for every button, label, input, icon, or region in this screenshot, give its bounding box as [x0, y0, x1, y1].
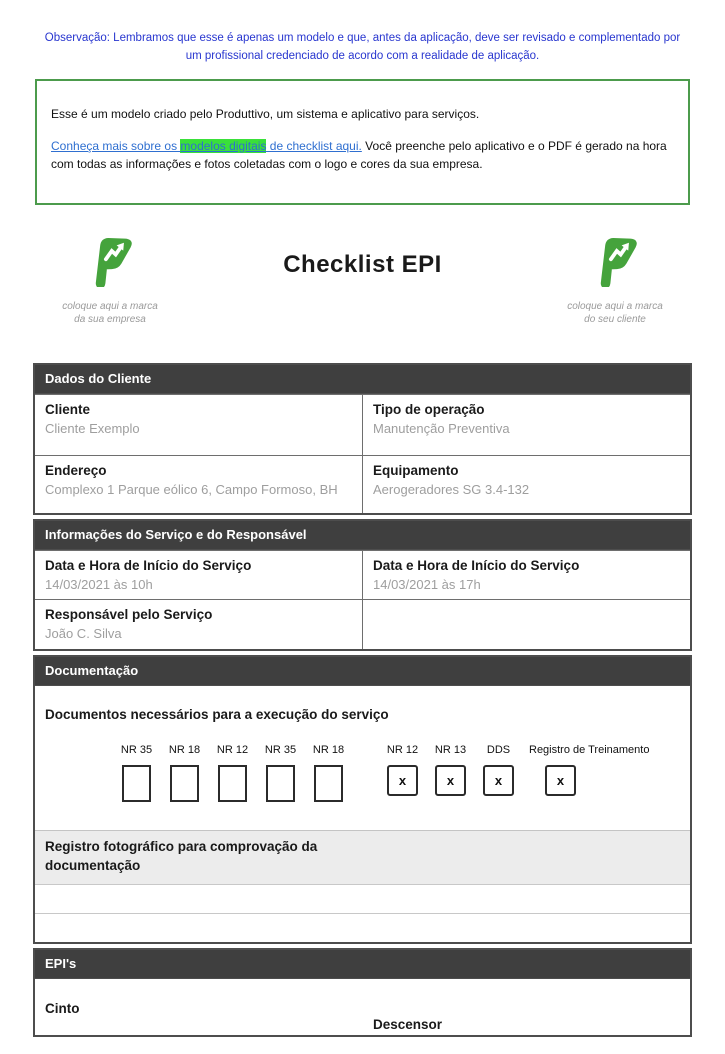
epi-items-row — [35, 979, 690, 1035]
link-text-after[interactable]: de checklist aqui. — [266, 138, 362, 153]
checkbox-area — [119, 744, 680, 802]
field-data-inicio — [35, 551, 362, 600]
checklist-models-link[interactable] — [51, 139, 362, 153]
checkbox-label: Registro de Treinamento — [529, 744, 650, 757]
checkbox-label: NR 35 — [264, 744, 297, 757]
client-logo-placeholder — [540, 235, 690, 327]
field-label: Endereço — [45, 462, 107, 478]
field-value: Complexo 1 Parque eólico 6, Campo Formoso, BH — [45, 481, 338, 497]
field-value: João C. Silva — [45, 626, 122, 642]
field-responsavel — [35, 600, 362, 649]
photo-placeholder-row — [35, 913, 690, 942]
checkbox-group-unchecked — [119, 744, 359, 802]
checkbox-label: NR 12 — [386, 744, 419, 757]
field-tipo-de-operacao — [362, 395, 690, 455]
section-header: EPI's — [35, 950, 690, 979]
section-documentacao — [33, 655, 692, 944]
link-text-before[interactable]: Conheça mais sobre os — [51, 138, 181, 153]
field-label: Data e Hora de Início do Serviço — [373, 557, 580, 573]
company-logo-caption — [35, 300, 185, 327]
section-header: Informações do Serviço e do Responsável — [35, 521, 690, 550]
question-label: Documentos necessários para a execução do serviço — [45, 707, 389, 723]
caption-line: do seu cliente — [584, 314, 646, 326]
checkbox-checked[interactable]: x — [387, 765, 418, 796]
branding-row — [0, 235, 725, 327]
caption-line: coloque aqui a marca — [567, 300, 663, 312]
checkbox-label: NR 35 — [120, 744, 153, 757]
photo-placeholder-row — [35, 884, 690, 913]
checkbox-item — [481, 744, 516, 802]
form-tables — [33, 363, 692, 1037]
table-row — [35, 550, 690, 600]
intro-rest: Você preenche pelo aplicativo e o PDF é gerado na hora com todas as informações e fotos coletadas com o logo e cores da sua empresa. — [51, 138, 667, 171]
checkbox-item — [167, 744, 202, 802]
field-value: Manutenção Preventiva — [373, 420, 510, 436]
checkbox-unchecked[interactable] — [122, 765, 151, 802]
epi-item-cinto: Cinto — [45, 1000, 80, 1016]
checkbox-label: DDS — [486, 744, 511, 757]
checkbox-item — [119, 744, 154, 802]
produttivo-logo-icon — [86, 235, 134, 287]
produttivo-logo-icon — [591, 235, 639, 287]
table-row — [35, 455, 690, 513]
checkbox-item — [311, 744, 346, 802]
checkbox-group-checked — [385, 744, 649, 802]
checkbox-label: NR 18 — [168, 744, 201, 757]
checkbox-label: NR 18 — [312, 744, 345, 757]
section-header: Dados do Cliente — [35, 365, 690, 394]
field-cliente — [35, 395, 362, 455]
field-value: Aerogeradores SG 3.4-132 — [373, 481, 530, 497]
section-dados-do-cliente — [33, 363, 692, 515]
field-value: 14/03/2021 às 10h — [45, 576, 153, 592]
documentos-question-block — [35, 686, 690, 830]
checkbox-unchecked[interactable] — [170, 765, 199, 802]
photo-evidence-row — [35, 830, 690, 883]
company-logo-placeholder — [35, 235, 185, 327]
epi-item-descensor: Descensor — [373, 1016, 443, 1032]
section-informacoes-servico — [33, 519, 692, 652]
field-data-fim — [362, 551, 690, 600]
empty-cell — [362, 600, 690, 649]
field-value: Cliente Exemplo — [45, 420, 140, 436]
caption-line: coloque aqui a marca — [62, 300, 158, 312]
produttivo-intro-box — [35, 79, 690, 205]
checkbox-unchecked[interactable] — [314, 765, 343, 802]
checkbox-item — [529, 744, 649, 802]
checkbox-unchecked[interactable] — [218, 765, 247, 802]
field-label: Equipamento — [373, 462, 459, 478]
section-epis — [33, 948, 692, 1037]
field-label: Tipo de operação — [373, 401, 485, 417]
field-endereco — [35, 456, 362, 513]
checkbox-item — [433, 744, 468, 802]
template-notice: Observação: Lembramos que esse é apenas um modelo e que, antes da aplicação, deve ser revisado e complementado por um profissional credenciado de acordo com a realidade de aplicação. — [44, 32, 681, 62]
field-value: 14/03/2021 às 17h — [373, 576, 481, 592]
page-title: Checklist EPI — [283, 250, 442, 278]
photo-evidence-label: Registro fotográfico para comprovação da documentação — [45, 839, 318, 873]
checkbox-checked[interactable]: x — [545, 765, 576, 796]
checkbox-label: NR 13 — [434, 744, 467, 757]
field-label: Data e Hora de Início do Serviço — [45, 557, 252, 573]
field-label: Cliente — [45, 401, 91, 417]
table-row — [35, 394, 690, 455]
section-header: Documentação — [35, 657, 690, 686]
checkbox-item — [215, 744, 250, 802]
link-text-highlighted[interactable]: modelos digitais — [180, 138, 267, 153]
checkbox-item — [385, 744, 420, 802]
intro-line1: Esse é um modelo criado pelo Produttivo, um sistema e aplicativo para serviços. — [51, 106, 480, 121]
checkbox-item — [263, 744, 298, 802]
field-label: Responsável pelo Serviço — [45, 607, 213, 623]
checkbox-label: NR 12 — [216, 744, 249, 757]
checkbox-checked[interactable]: x — [483, 765, 514, 796]
checkbox-unchecked[interactable] — [266, 765, 295, 802]
client-logo-caption — [540, 300, 690, 327]
caption-line: da sua empresa — [74, 314, 146, 326]
table-row — [35, 599, 690, 649]
checkbox-checked[interactable]: x — [435, 765, 466, 796]
field-equipamento — [362, 456, 690, 513]
intro-paragraph — [51, 137, 674, 173]
